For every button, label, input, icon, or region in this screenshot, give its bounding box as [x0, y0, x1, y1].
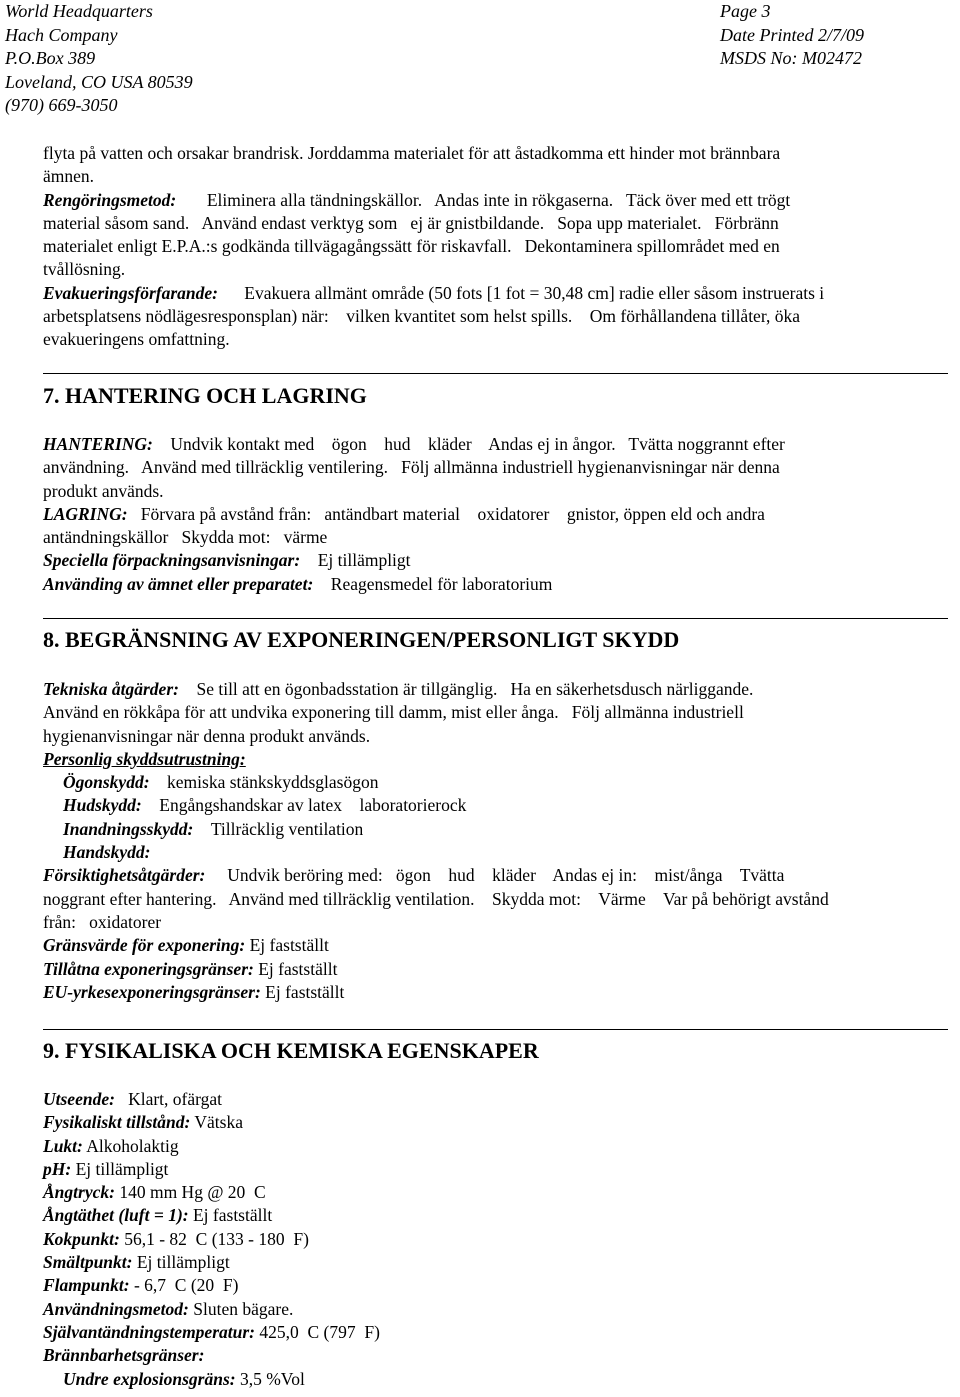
header-line-5: (970) 669-3050: [5, 95, 118, 115]
hand-protection: [43, 841, 957, 864]
ppe-heading: [43, 748, 957, 771]
property-row: [43, 1298, 957, 1321]
storage-text: Förvara på avstånd från: antändbart material oxidatorer gnistor, öppen eld och andra: [140, 503, 765, 524]
skin-label: Hudskydd:: [63, 795, 142, 816]
property-row: [43, 1158, 957, 1181]
property-row: [43, 1204, 957, 1227]
company-address-block: [5, 0, 193, 118]
section-divider: [43, 373, 948, 374]
property-value: 425,0 C (797 F): [259, 1321, 380, 1342]
eye-label: Ögonskydd:: [63, 772, 150, 793]
text-line: noggrant efter hantering. Använd med tillräcklig ventilation. Skydda mot: Värme Var på behörigt avstånd: [43, 888, 829, 909]
text-line: antändningskällor Skydda mot: värme: [43, 527, 328, 548]
property-label: Ångtryck:: [43, 1182, 115, 1203]
text-line: material såsom sand. Använd endast verktyg som ej är gnistbildande. Sopa upp materialet. Förbränn: [43, 212, 779, 233]
eu-label: EU-yrkesexponeringsgränser:: [43, 981, 261, 1002]
property-value: Ej fastställt: [192, 1205, 273, 1226]
limit-text: Ej fastställt: [249, 935, 329, 956]
section-7-title: 7. HANTERING OCH LAGRING: [43, 383, 367, 408]
handling-text: Undvik kontakt med ögon hud kläder Andas ej in ångor. Tvätta noggrannt efter: [170, 434, 785, 454]
section-8-body: [43, 678, 957, 1004]
header-line-3: P.O.Box 389: [5, 48, 96, 68]
property-row: [43, 1251, 957, 1274]
section-6-continuation: [43, 142, 957, 352]
section-divider: [43, 618, 948, 619]
property-value: Ej tillämpligt: [136, 1252, 230, 1273]
text-line: produkt används.: [43, 480, 164, 501]
eye-protection: [43, 771, 957, 794]
respiratory-protection: [43, 818, 957, 841]
technical-text: Se till att en ögonbadsstation är tillgänglig. Ha en säkerhetsdusch närliggande.: [196, 679, 754, 699]
property-label: Lukt:: [43, 1135, 83, 1156]
packaging: [43, 549, 957, 572]
text-line: Använd en rökkåpa för att undvika exponering till damm, mist eller ånga. Följ allmänna industriell: [43, 702, 744, 723]
property-row: [43, 1344, 957, 1367]
packaging-text: Ej tillämpligt: [317, 550, 411, 571]
handling-label: HANTERING:: [43, 434, 153, 454]
property-row: [43, 1111, 957, 1134]
property-label: Brännbarhetsgränser:: [43, 1345, 205, 1366]
property-label: Ångtäthet (luft = 1):: [43, 1205, 189, 1226]
property-label: pH:: [43, 1158, 72, 1179]
text-line: hygienanvisningar när denna produkt används.: [43, 725, 371, 746]
text-line: arbetsplatsens nödlägesresponsplan) när: vilken kvantitet som helst spills. Om förhållandena tillåter, öka: [43, 306, 800, 327]
storage-label: LAGRING:: [43, 503, 128, 524]
exposure-limit: [43, 934, 957, 957]
allowed-label: Tillåtna exponeringsgränser:: [43, 958, 254, 979]
property-label: Utseende:: [43, 1089, 115, 1109]
eu-text: Ej fastställt: [265, 981, 345, 1002]
lower-explosion-limit: [43, 1368, 957, 1391]
text-line: ämnen.: [43, 166, 95, 187]
header-line-2: Hach Company: [5, 24, 118, 45]
precaution-label: Försiktighetsåtgärder:: [43, 865, 206, 886]
lower-limit-label: Undre explosionsgräns:: [63, 1368, 236, 1389]
property-value: Sluten bägare.: [193, 1298, 294, 1319]
respiratory-text: Tillräcklig ventilation: [210, 818, 364, 839]
limit-label: Gränsvärde för exponering:: [43, 935, 246, 956]
cleaning-text: Eliminera alla tändningskällor. Andas inte in rökgaserna. Täck över med ett trögt: [206, 189, 791, 210]
header-line-4: Loveland, CO USA 80539: [5, 71, 193, 92]
precautions: [43, 864, 957, 887]
hand-label: Handskydd:: [63, 842, 151, 863]
property-row: [43, 1228, 957, 1251]
text-line: materialet enligt E.P.A.:s godkända tillvägagångssätt för riskavfall. Dekontaminera spillområdet med en: [43, 236, 780, 257]
eu-limits: [43, 981, 957, 1004]
header-line-1: World Headquarters: [5, 1, 153, 21]
property-label: Flampunkt:: [43, 1275, 130, 1296]
allowed-limits: [43, 958, 957, 981]
msds-number: MSDS No: M02472: [720, 48, 862, 68]
evacuation-text: Evakuera allmänt område (50 fots [1 fot = 30,48 cm] radie eller såsom instruerats i: [244, 282, 825, 303]
property-value: - 6,7 C (20 F): [133, 1275, 239, 1296]
cleaning-method: [43, 189, 957, 212]
date-printed: Date Printed 2/7/09: [720, 24, 864, 45]
text-line: användning. Använd med tillräcklig ventilering. Följ allmänna industriell hygienanvisningar när denna: [43, 457, 780, 478]
property-value: Ej tillämpligt: [75, 1158, 169, 1179]
use-text: Reagensmedel för laboratorium: [330, 573, 553, 594]
handling: [43, 433, 957, 456]
property-label: Självantändningstemperatur:: [43, 1321, 255, 1342]
evacuation-procedure: [43, 282, 957, 305]
precaution-text: Undvik beröring med: ögon hud kläder Andas ej in: mist/ånga Tvätta: [227, 865, 785, 886]
ppe-label: Personlig skyddsutrustning:: [43, 748, 246, 769]
property-row: [43, 1088, 957, 1111]
property-row: [43, 1135, 957, 1158]
text-line: tvållösning.: [43, 259, 126, 280]
section-9-title: 9. FYSIKALISKA OCH KEMISKA EGENSKAPER: [43, 1038, 539, 1063]
technical-label: Tekniska åtgärder:: [43, 679, 179, 699]
cleaning-label: Rengöringsmetod:: [43, 189, 177, 210]
property-label: Smältpunkt:: [43, 1252, 133, 1273]
property-value: Klart, ofärgat: [119, 1089, 223, 1109]
property-row: [43, 1181, 957, 1204]
property-value: 56,1 - 82 C (133 - 180 F): [124, 1228, 309, 1249]
document-info-block: [720, 0, 864, 71]
text-line: evakueringens omfattning.: [43, 329, 230, 350]
skin-protection: [43, 794, 957, 817]
section-divider: [43, 1029, 948, 1030]
section-9-body: [43, 1088, 957, 1391]
property-value: Alkoholaktig: [86, 1135, 179, 1156]
property-label: Kokpunkt:: [43, 1228, 120, 1249]
intended-use: [43, 573, 957, 596]
storage: [43, 503, 957, 526]
property-label: Användningsmetod:: [43, 1298, 189, 1319]
property-value: Vätska: [194, 1112, 243, 1133]
section-7-body: [43, 433, 957, 596]
property-row: [43, 1321, 957, 1344]
technical-measures: [43, 678, 957, 701]
lower-limit-value: 3,5 %Vol: [239, 1368, 305, 1389]
packaging-label: Speciella förpackningsanvisningar:: [43, 550, 301, 571]
evacuation-label: Evakueringsförfarande:: [43, 282, 219, 303]
skin-text: Engångshandskar av latex laboratorierock: [159, 795, 467, 816]
eye-text: kemiska stänkskyddsglasögon: [167, 772, 379, 793]
property-value: 140 mm Hg @ 20 C: [119, 1182, 266, 1203]
allowed-text: Ej fastställt: [258, 958, 338, 979]
use-label: Använding av ämnet eller preparatet:: [43, 573, 314, 594]
text-line: från: oxidatorer: [43, 911, 162, 932]
property-label: Fysikaliskt tillstånd:: [43, 1112, 191, 1133]
respiratory-label: Inandningsskydd:: [63, 818, 194, 839]
section-8-title: 8. BEGRÄNSNING AV EXPONERINGEN/PERSONLIGT SKYDD: [43, 627, 680, 652]
text-line: flyta på vatten och orsakar brandrisk. Jorddamma materialet för att åstadkomma ett hinder mot brännbara: [43, 143, 781, 163]
property-row: [43, 1274, 957, 1297]
page-number: Page 3: [720, 1, 771, 21]
